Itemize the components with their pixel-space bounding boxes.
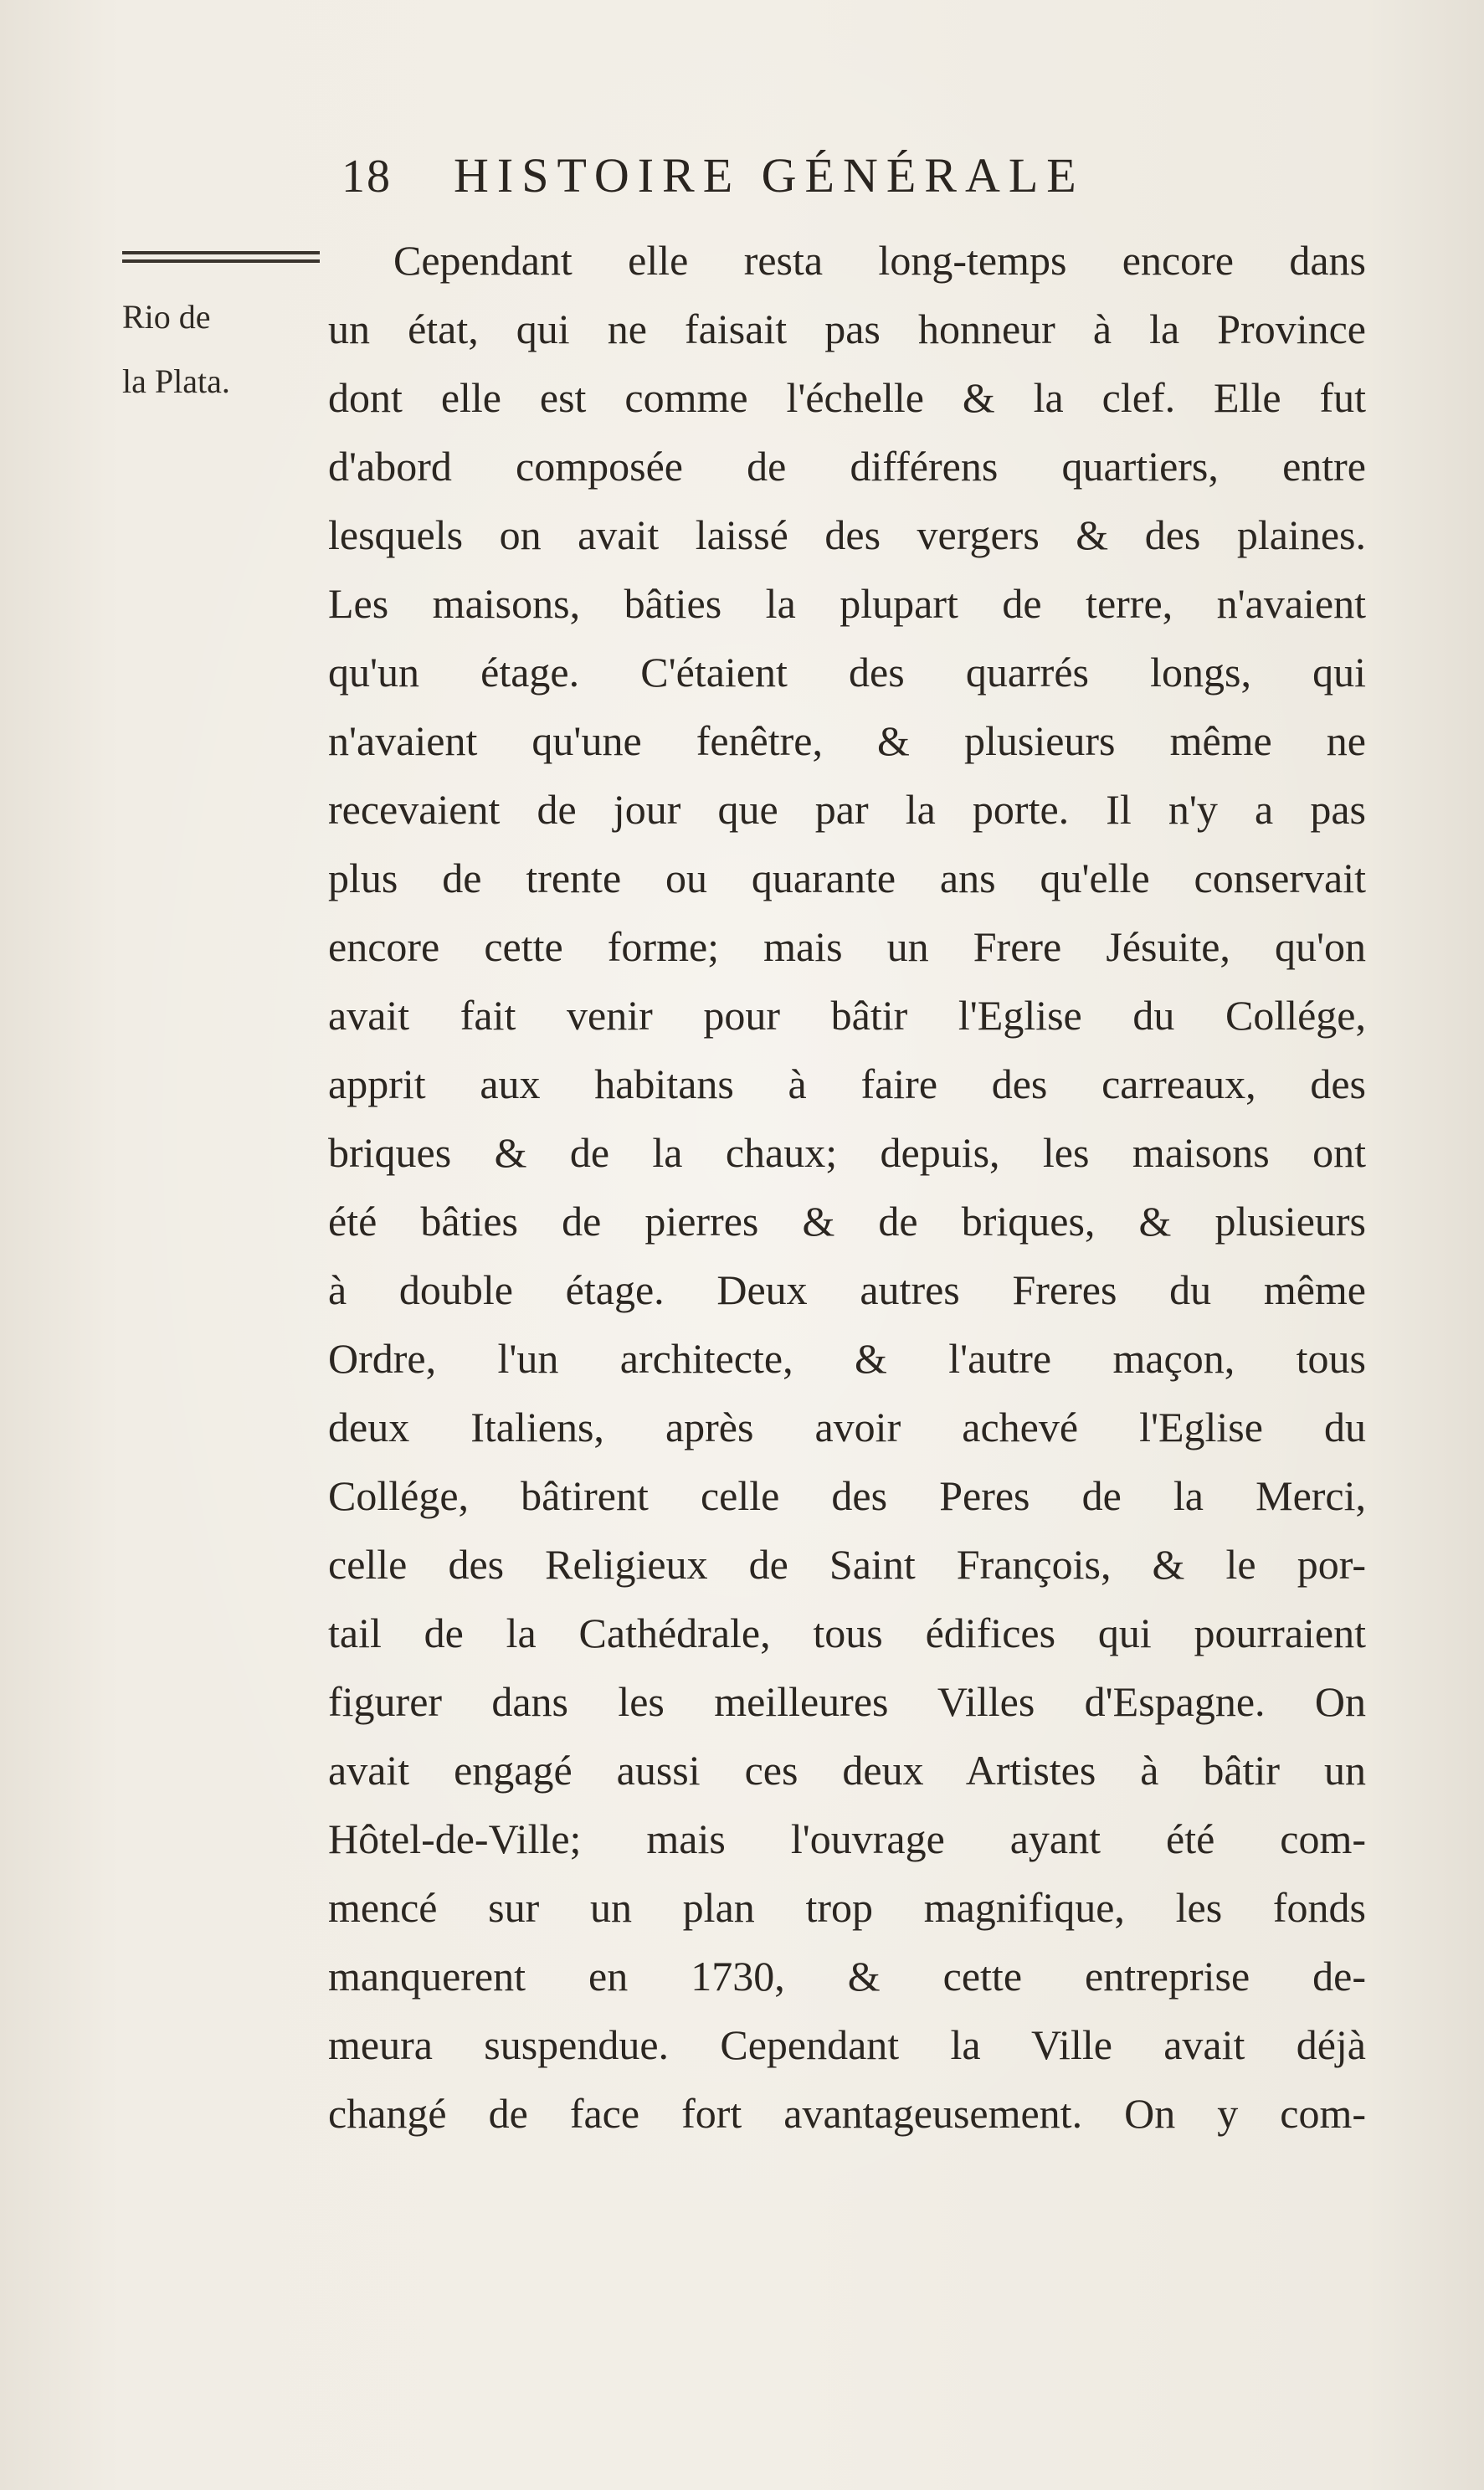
text-line: avait engagé aussi ces deux Artistes à bâtir un (328, 1747, 1366, 1794)
text-line: briques & de la chaux; depuis, les maisons ont (328, 1129, 1366, 1176)
text-line: apprit aux habitans à faire des carreaux, des (328, 1060, 1366, 1107)
text-line: plus de trente ou quarante ans qu'elle conservait (328, 855, 1366, 901)
text-line: Cependant elle resta long-temps encore dans (393, 237, 1366, 284)
text-line: n'avaient qu'une fenêtre, & plusieurs même ne (328, 717, 1366, 764)
text-line: Ordre, l'un architecte, & l'autre maçon, tous (328, 1335, 1366, 1382)
text-line: tail de la Cathédrale, tous édifices qui pourraient (328, 1610, 1366, 1656)
text-line: figurer dans les meilleures Villes d'Espagne. On (328, 1678, 1366, 1725)
text-line: mencé sur un plan trop magnifique, les fonds (328, 1884, 1366, 1931)
margin-note-line: Rio de (122, 298, 211, 336)
page-number: 18 (341, 151, 392, 203)
text-line: manquerent en 1730, & cette entreprise de- (328, 1953, 1366, 2000)
text-line: à double étage. Deux autres Freres du même (328, 1266, 1366, 1313)
text-line: qu'un étage. C'étaient des quarrés longs, qui (328, 649, 1366, 696)
text-line: un état, qui ne faisait pas honneur à la Province (328, 305, 1366, 352)
text-line: meura suspendue. Cependant la Ville avait déjà (328, 2021, 1366, 2068)
text-line: d'abord composée de différens quartiers, entre (328, 443, 1366, 490)
text-line: avait fait venir pour bâtir l'Eglise du Collége, (328, 992, 1366, 1039)
running-head (341, 147, 1304, 214)
text-line: celle des Religieux de Saint François, & le por- (328, 1541, 1366, 1588)
text-line: dont elle est comme l'échelle & la clef. Elle fut (328, 374, 1366, 421)
text-line: deux Italiens, après avoir achevé l'Eglise du (328, 1404, 1366, 1450)
text-line: Collége, bâtirent celle des Peres de la Merci, (328, 1472, 1366, 1519)
text-line: encore cette forme; mais un Frere Jésuite, qu'on (328, 923, 1366, 970)
running-head-title: HISTOIRE GÉNÉRALE (454, 148, 1085, 203)
text-line: Les maisons, bâties la plupart de terre, n'avaient (328, 580, 1366, 627)
margin-rule (122, 251, 320, 263)
margin-note (122, 285, 320, 413)
margin-note-line: la Plata. (122, 362, 230, 400)
text-line: changé de face fort avantageusement. On y com- (328, 2090, 1366, 2137)
text-line: Hôtel-de-Ville; mais l'ouvrage ayant été com- (328, 1815, 1366, 1862)
text-line: recevaient de jour que par la porte. Il n'y a pas (328, 786, 1366, 833)
text-line: été bâties de pierres & de briques, & plusieurs (328, 1198, 1366, 1245)
body-text (328, 226, 1366, 2148)
text-line: lesquels on avait laissé des vergers & des plaines. (328, 511, 1366, 558)
